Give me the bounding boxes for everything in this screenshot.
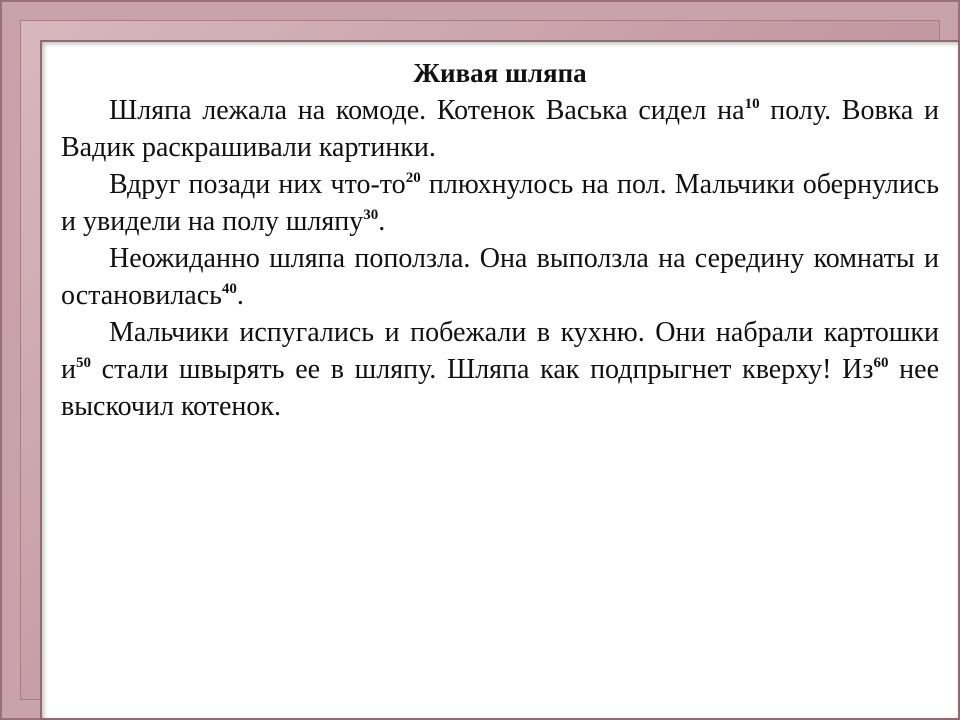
story-content	[61, 56, 939, 425]
word-count-mark: 30	[363, 207, 379, 223]
text-segment: нее выскочил котенок.	[61, 354, 939, 422]
text-segment: стали швырять ее в шляпу. Шляпа как подпрыгнет кверху! Из	[90, 354, 874, 385]
story-paragraph	[61, 166, 939, 240]
text-segment: Неожиданно шляпа поползла. Она выползла на середину комнаты и остановилась	[61, 243, 939, 311]
word-count-mark: 10	[744, 96, 760, 112]
word-count-mark: 60	[873, 355, 889, 371]
story-paragraph	[61, 314, 939, 425]
story-paragraph	[61, 92, 939, 166]
text-segment: Шляпа лежала на комоде. Котенок Васька сидел на	[109, 95, 745, 126]
word-count-mark: 40	[221, 281, 237, 297]
story-paragraph	[61, 240, 939, 314]
story-title: Живая шляпа	[413, 58, 587, 88]
text-segment: Мальчики испугались и побежали в кухню. Они набрали картошки и	[61, 317, 939, 385]
text-segment: .	[378, 206, 386, 237]
text-segment: полу. Вовка и Вадик раскрашивали картинки.	[61, 95, 939, 163]
word-count-mark: 20	[405, 170, 421, 186]
text-segment: Вдруг позади них что-то	[109, 169, 406, 200]
text-page	[40, 40, 960, 720]
text-segment: плюхнулось на пол. Мальчики обернулись и увидели на полу шляпу	[61, 169, 940, 237]
word-count-mark: 50	[75, 355, 91, 371]
text-segment: .	[236, 280, 244, 311]
